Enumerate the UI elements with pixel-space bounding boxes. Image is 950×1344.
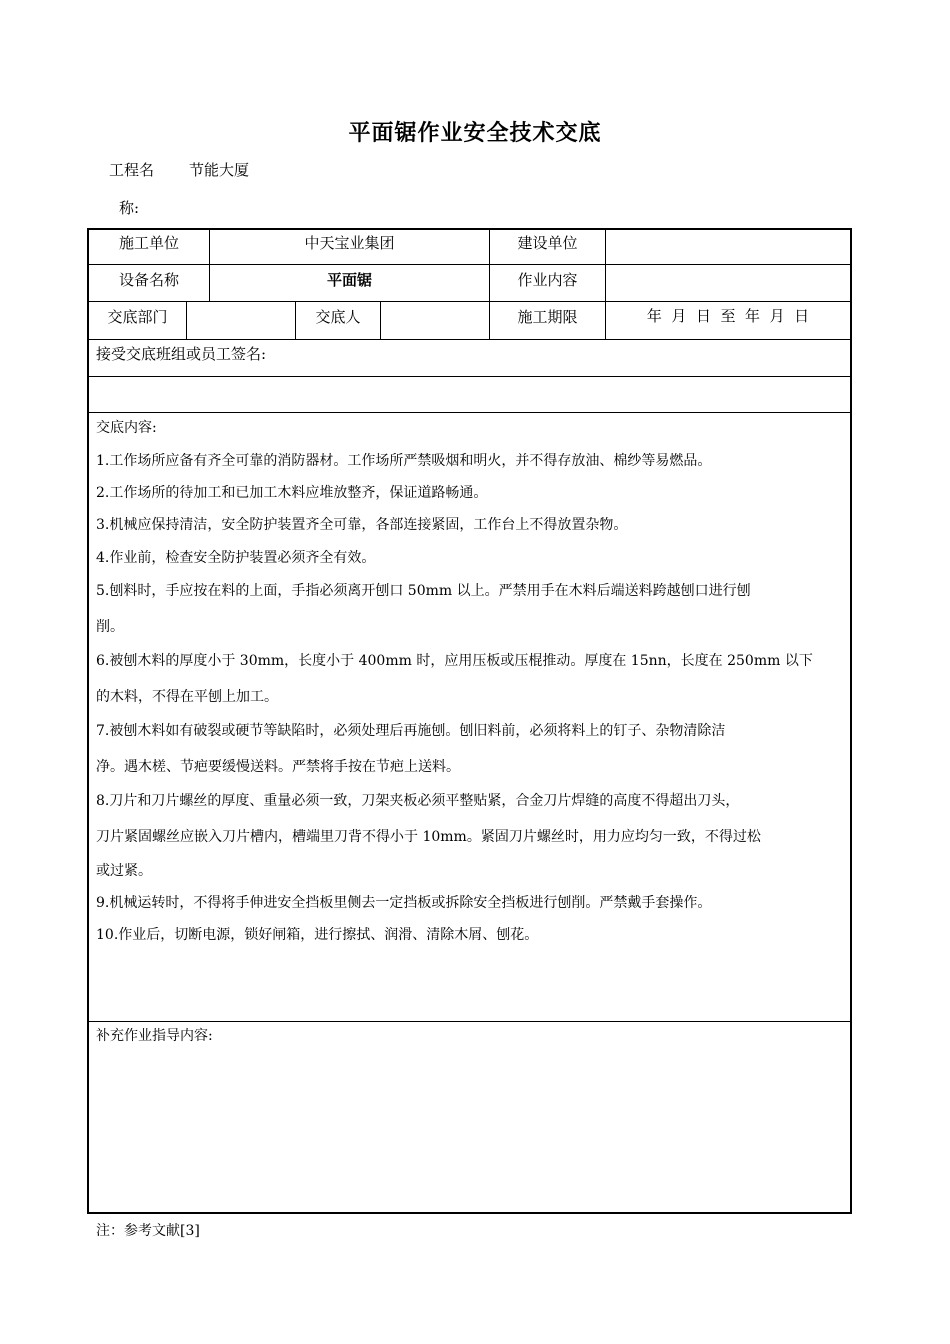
content-line: 7.被刨木料如有破裂或硬节等缺陷时，必须处理后再施刨。刨旧料前，必须将料上的钉子、杂物清除洁 <box>96 723 726 739</box>
construction-unit-value: 中天宝业集团 <box>304 234 395 252</box>
row-divider <box>87 1021 852 1022</box>
row-divider <box>87 339 852 340</box>
content-line: 3.机械应保持清洁，安全防护装置齐全可靠，各部连接紧固，工作台上不得放置杂物。 <box>96 517 628 533</box>
owner-unit-label: 建设单位 <box>517 234 578 252</box>
equipment-name-value: 平面锯 <box>326 271 372 289</box>
content-line: 刀片紧固螺丝应嵌入刀片槽内，槽端里刀背不得小于 10mm。紧固刀片螺丝时，用力应均匀一致，不得过松 <box>96 829 761 845</box>
project-name-label: 工程名 <box>109 161 155 179</box>
presenter-label: 交底人 <box>315 308 361 326</box>
period-value: 年 月 日 至 年 月 日 <box>646 307 810 325</box>
row-divider <box>87 301 852 302</box>
content-label: 交底内容: <box>96 420 157 436</box>
content-line: 5.刨料时，手应按在料的上面，手指必须离开刨口 50mm 以上。严禁用手在木料后端送料跨越刨口进行刨 <box>96 583 751 599</box>
construction-unit-label: 施工单位 <box>118 234 179 252</box>
content-line: 6.被刨木料的厚度小于 30mm，长度小于 400mm 时，应用压板或压棍推动。厚度在 15nn，长度在 250mm 以下 <box>96 653 813 669</box>
disclosure-dept-label: 交底部门 <box>107 308 168 326</box>
content-list <box>96 451 844 945</box>
content-line: 或过紧。 <box>96 863 152 879</box>
row-divider <box>87 376 852 377</box>
content-line: 4.作业前，检查安全防护装置必须齐全有效。 <box>96 550 376 566</box>
content-line: 净。遇木槎、节疤要缓慢送料。严禁将手按在节疤上送料。 <box>96 759 460 775</box>
content-line: 2.工作场所的待加工和已加工木料应堆放整齐，保证道路畅通。 <box>96 485 488 501</box>
work-content-label: 作业内容 <box>517 271 578 289</box>
content-line: 1.工作场所应备有齐全可靠的消防器材。工作场所严禁吸烟和明火，并不得存放油、棉纱等易燃品。 <box>96 453 712 469</box>
col-divider <box>186 301 187 339</box>
project-name-label-cont: 称: <box>119 199 140 217</box>
page-title: 平面锯作业安全技术交底 <box>348 121 602 146</box>
content-line: 削。 <box>96 619 124 635</box>
period-label: 施工期限 <box>517 308 578 326</box>
row-divider <box>87 412 852 413</box>
content-line: 的木料，不得在平刨上加工。 <box>96 689 278 705</box>
project-name-value: 节能大厦 <box>189 161 250 179</box>
col-divider <box>380 301 381 339</box>
content-line: 10.作业后，切断电源，锁好闸箱，进行擦拭、润滑、清除木屑、刨花。 <box>96 927 539 943</box>
footnote: 注：参考文献[3] <box>96 1223 200 1239</box>
equipment-name-label: 设备名称 <box>118 271 179 289</box>
row-divider <box>87 264 852 265</box>
supplement-label: 补充作业指导内容: <box>96 1028 213 1044</box>
content-line: 8.刀片和刀片螺丝的厚度、重量必须一致，刀架夹板必须平整贴紧，合金刀片焊缝的高度不得超出刀头， <box>96 793 740 809</box>
signature-label: 接受交底班组或员工签名: <box>96 345 267 363</box>
content-line: 9.机械运转时，不得将手伸进安全挡板里侧去一定挡板或拆除安全挡板进行刨削。严禁戴手套操作。 <box>96 895 712 911</box>
